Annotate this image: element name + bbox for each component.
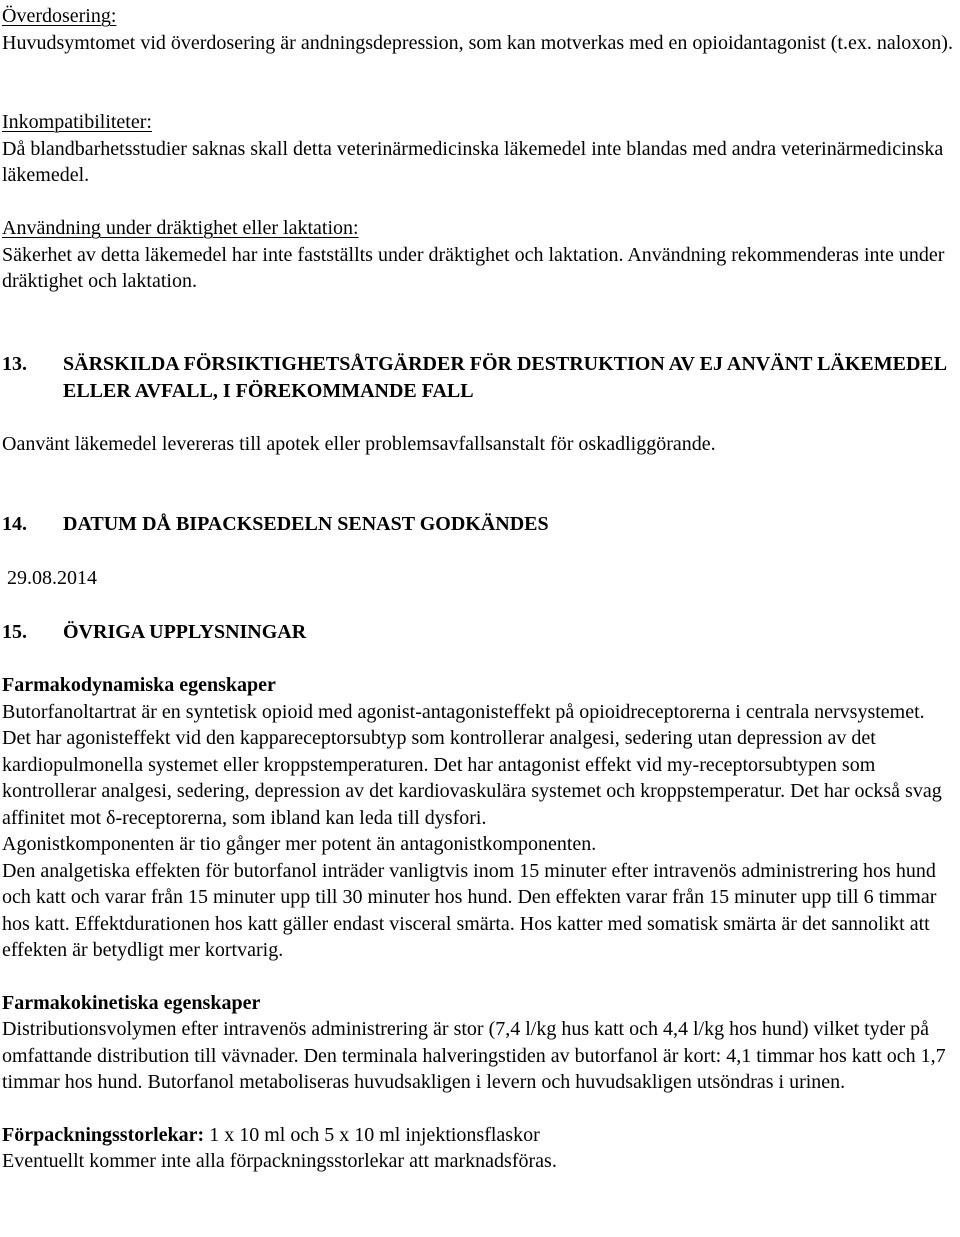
- pregnancy-heading: Användning under dräktighet eller laktation:: [2, 217, 359, 239]
- pharmacodynamics-paragraph-1: Butorfanoltartrat är en syntetisk opioid med agonist-antagonisteffekt på opioidreceptorerna i centrala nervsystemet. Det har agonisteffekt vid den kappareceptorsubtyp som kontrollerar analgesi, sedering utan depression av det kardiopulmonella systemet eller kroppstemperaturen. Det har antagonist effekt vid my-receptorsubtypen som kontrollerar analgesi, sedering, depression av det kardiovaskulära systemet och kroppstemperatur. Det har också svag affinitet mot δ-receptorerna, som ibland kan leda till dysfori.: [2, 700, 942, 829]
- overdose-heading: Överdosering:: [2, 5, 117, 27]
- package-sizes-note: Eventuellt kommer inte alla förpackningsstorlekar att marknadsföras.: [2, 1150, 557, 1172]
- pregnancy-text: Säkerhet av detta läkemedel har inte fastställts under dräktighet och laktation. Användning rekommenderas inte under dräktighet och laktation.: [2, 243, 945, 292]
- approval-date: 29.08.2014: [7, 567, 97, 589]
- package-sizes: [2, 1122, 958, 1175]
- pharmacodynamics: [2, 672, 958, 964]
- section-14-heading: [2, 511, 958, 538]
- package-sizes-text: 1 x 10 ml och 5 x 10 ml injektionsflaskor: [209, 1123, 540, 1146]
- pharmacodynamics-paragraph-2: Agonistkomponenten är tio gånger mer potent än antagonistkomponenten.: [2, 833, 597, 855]
- pharmacodynamics-heading: Farmakodynamiska egenskaper: [2, 674, 276, 696]
- section-15-heading: [2, 619, 958, 646]
- section-14: [2, 511, 958, 592]
- package-sizes-line: [2, 1122, 958, 1149]
- pharmacokinetics: [2, 990, 958, 1096]
- pharmacokinetics-heading: Farmakokinetiska egenskaper: [2, 991, 261, 1014]
- package-sizes-label: Förpackningsstorlekar:: [2, 1123, 205, 1146]
- section-15-number: 15.: [2, 621, 27, 643]
- section-13-text: Oanvänt läkemedel levereras till apotek eller problemsavfallsanstalt för oskadliggörande.: [2, 433, 716, 455]
- overdose-section: [2, 3, 958, 56]
- section-14-title: DATUM DÅ BIPACKSEDELN SENAST GODKÄNDES: [63, 513, 549, 535]
- section-14-number: 14.: [2, 513, 27, 535]
- section-15-title: ÖVRIGA UPPLYSNINGAR: [63, 621, 307, 643]
- pregnancy-section: [2, 215, 958, 295]
- incompatibilities-text: Då blandbarhetsstudier saknas skall detta veterinärmedicinska läkemedel inte blandas med andra veterinärmedicinska läkemedel.: [2, 137, 944, 186]
- incompatibilities-heading: Inkompatibiliteter:: [2, 111, 152, 133]
- section-13-number: 13.: [2, 353, 27, 375]
- incompatibilities-section: [2, 109, 958, 189]
- section-13: [2, 351, 958, 458]
- section-15: [2, 619, 958, 1175]
- pharmacodynamics-paragraph-3: Den analgetiska effekten för butorfanol inträder vanligtvis inom 15 minuter efter intravenös administrering hos hund och katt och varar från 15 minuter upp till 30 minuter hos hund. Den effekten varar från 15 minuter upp till 6 timmar hos katt. Effektdurationen hos katt gäller endast visceral smärta. Hos katter med somatisk smärta är det sannolikt att effekten är betydligt mer kortvarig.: [2, 859, 937, 961]
- section-13-title: SÄRSKILDA FÖRSIKTIGHETSÅTGÄRDER FÖR DESTRUKTION AV EJ ANVÄNT LÄKEMEDEL ELLER AVFALL, I FÖREKOMMANDE FALL: [63, 353, 946, 402]
- overdose-text: Huvudsymtomet vid överdosering är andningsdepression, som kan motverkas med en opioidantagonist (t.ex. naloxon).: [2, 31, 953, 54]
- pharmacokinetics-paragraph: Distributionsvolymen efter intravenös administrering är stor (7,4 l/kg hus katt och 4,4 l/kg hos hund) vilket tyder på omfattande distribution till vävnader. Den terminala halveringstiden av butorfanol är kort: 4,1 timmar hos katt och 1,7 timmar hos hund. Butorfanol metaboliseras huvudsakligen i levern och huvudsakligen utsöndras i urinen.: [2, 1018, 946, 1093]
- section-13-heading: [2, 351, 958, 405]
